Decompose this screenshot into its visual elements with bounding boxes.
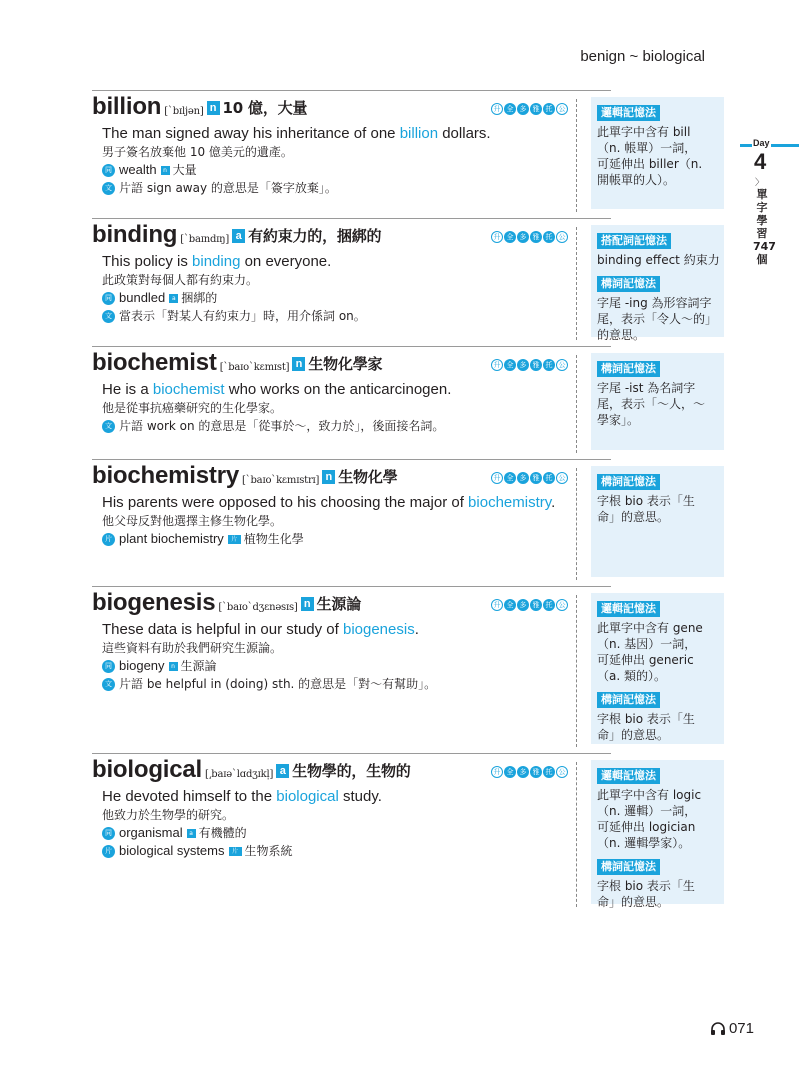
memory-tip-text [597, 493, 720, 525]
sentence-before: These data is helpful in our study of [102, 621, 343, 638]
exam-badge-icon: 多 [517, 231, 529, 243]
memory-tips-panel [591, 593, 724, 744]
sentence-translation: 這些資料有助於我們研究生源論。 [102, 641, 283, 655]
exam-badge-icon: 多 [517, 472, 529, 484]
part-of-speech-badge: n [292, 357, 305, 371]
exam-badge-icon: 全 [504, 359, 516, 371]
exam-badge-icon: 雅 [530, 103, 542, 115]
note-row [102, 530, 578, 548]
exam-badge-icon: 升 [491, 103, 503, 115]
phonetic: [ˋbɪljən] [164, 106, 204, 117]
exam-badges [491, 472, 568, 484]
note-type-icon: 片 [102, 845, 115, 858]
entry-main [92, 91, 578, 197]
entry-block [92, 459, 695, 586]
exam-badge-icon: 升 [491, 359, 503, 371]
sentence-translation: 此政策對每個人都有約束力。 [102, 273, 259, 287]
exam-badge-icon: 全 [504, 472, 516, 484]
note-type-icon: 文 [102, 182, 115, 195]
note-english: plant biochemistry [119, 531, 224, 546]
memory-tip-label: 搭配詞記憶法 [597, 233, 671, 249]
memory-tip-label: 構詞記憶法 [597, 276, 660, 292]
entry-block [92, 346, 706, 459]
dashed-divider [576, 355, 577, 453]
exam-badge-icon: 公 [556, 231, 568, 243]
entry-headline [92, 91, 578, 125]
memory-tip-label: 邏輯記憶法 [597, 105, 660, 121]
memory-tip-text [597, 295, 720, 343]
headword-text: biological [92, 756, 203, 783]
part-of-speech-badge: a [276, 764, 289, 778]
day-label: Day [753, 138, 770, 148]
exam-badges [491, 766, 568, 778]
memory-tip-text [597, 878, 720, 910]
note-row [102, 657, 578, 675]
memory-tip-line: （n. 邏輯學家）。 [597, 836, 691, 850]
entry-headline [92, 219, 578, 253]
headword-text: biochemist [92, 349, 217, 376]
note-type-icon: 文 [102, 678, 115, 691]
memory-tip-line: 開帳單的人）。 [597, 173, 676, 187]
memory-tips-panel [591, 760, 724, 909]
sentence-highlight: biological [276, 788, 339, 805]
memory-tip-text [597, 620, 720, 684]
exam-badge-icon: 公 [556, 103, 568, 115]
headword-text: binding [92, 221, 178, 248]
sentence-highlight: biochemist [152, 381, 225, 398]
headword [92, 221, 381, 249]
exam-badge-icon: 托 [543, 231, 555, 243]
sentence-highlight: billion [399, 125, 439, 142]
exam-badge-icon: 升 [491, 766, 503, 778]
exam-badge-icon: 公 [556, 472, 568, 484]
exam-badge-icon: 公 [556, 359, 568, 371]
exam-badge-icon: 托 [543, 359, 555, 371]
memory-tip-label: 構詞記憶法 [597, 859, 660, 875]
headword-text: biochemistry [92, 462, 239, 489]
sentence-after: study. [338, 788, 382, 805]
note-pos-icon: n [169, 662, 178, 671]
headword-text: billion [92, 93, 162, 120]
exam-badge-icon: 全 [504, 231, 516, 243]
headword [92, 589, 361, 617]
memory-tip-label: 構詞記憶法 [597, 361, 660, 377]
memory-tips-panel [591, 353, 724, 450]
memory-tips-panel [591, 466, 724, 577]
gloss: 生物化學家 [308, 355, 383, 373]
headword [92, 349, 382, 377]
memory-tip-line: 命」的意思。 [597, 510, 670, 524]
note-row [102, 417, 578, 435]
gloss: 生物學的，生物的 [292, 762, 411, 780]
memory-tip-line: 此單字中含有 gene [597, 621, 703, 635]
sentence-translation: 他致力於生物學的研究。 [102, 808, 235, 822]
phonetic: [ˋbaɪoˋdʒɛnəsɪs] [218, 602, 298, 613]
example-sentence [102, 788, 578, 806]
memory-tip-line: （n. 基因）一詞， [597, 637, 697, 651]
exam-badge-icon: 全 [504, 103, 516, 115]
memory-tips-panel [591, 97, 724, 209]
memory-tip-line: 字根 bio 表示「生 [597, 712, 695, 726]
note-type-icon: 同 [102, 827, 115, 840]
note-chinese: 片語 work on 的意思是「從事於～，致力於」，後面接名詞。 [119, 419, 445, 433]
note-row [102, 675, 578, 693]
note-english: organismal [119, 825, 183, 840]
note-english: biogeny [119, 658, 165, 673]
note-pos-icon: n [161, 166, 170, 175]
page-footer [710, 1020, 754, 1037]
sentence-after: . [551, 494, 556, 511]
day-vertical-text: 單字學習747個 [753, 188, 776, 266]
exam-badge-icon: 多 [517, 599, 529, 611]
memory-tip-label: 構詞記憶法 [597, 692, 660, 708]
note-row [102, 824, 578, 842]
gloss: 10 億，大量 [222, 99, 308, 117]
note-row [102, 307, 578, 325]
exam-badge-icon: 雅 [530, 766, 542, 778]
memory-tip-line: binding effect 約束力 [597, 253, 720, 267]
exam-badge-icon: 公 [556, 766, 568, 778]
sentence-highlight: biogenesis [342, 621, 415, 638]
memory-tip-label: 邏輯記憶法 [597, 768, 660, 784]
exam-badge-icon: 托 [543, 766, 555, 778]
entry-headline [92, 587, 578, 621]
note-type-icon: 同 [102, 292, 115, 305]
phonetic: [͵baɪəˋlɑdʒɪkl̩] [205, 769, 274, 780]
memory-tip-line: （n. 邏輯）一詞， [597, 804, 697, 818]
exam-badge-icon: 全 [504, 599, 516, 611]
exam-badge-icon: 托 [543, 599, 555, 611]
sentence-after: on everyone. [240, 253, 332, 270]
memory-tip-line: 可延伸出 biller（n. [597, 157, 703, 171]
page-number: 071 [728, 1020, 754, 1037]
note-chinese: 捆綁的 [181, 291, 218, 305]
entry-block [92, 753, 702, 913]
memory-tip-line: 命」的意思。 [597, 895, 670, 909]
entry-headline [92, 347, 578, 381]
note-english: wealth [119, 162, 157, 177]
memory-tip-label: 構詞記憶法 [597, 474, 660, 490]
day-number: 4 [754, 149, 767, 174]
dashed-divider [576, 595, 577, 747]
entry-headline [92, 460, 578, 494]
note-english: bundled [119, 290, 166, 305]
dashed-divider [576, 762, 577, 907]
note-type-icon: 文 [102, 420, 115, 433]
note-type-icon: 片 [102, 533, 115, 546]
example-sentence [102, 381, 578, 399]
gloss: 有約束力的，捆綁的 [248, 227, 382, 245]
exam-badge-icon: 雅 [530, 231, 542, 243]
note-row [102, 179, 578, 197]
sentence-highlight: biochemistry [468, 494, 552, 511]
example-sentence [102, 494, 578, 512]
memory-tip-line: 字根 bio 表示「生 [597, 494, 695, 508]
entry-headline [92, 754, 578, 788]
chevron-down-icon: 〉 [755, 178, 765, 188]
headword [92, 93, 307, 121]
note-pos-icon: a [187, 829, 196, 838]
phonetic: [ˋbaɪndɪŋ] [180, 234, 230, 245]
note-type-icon: 同 [102, 660, 115, 673]
note-pos-icon: 片 [228, 535, 241, 544]
entry-main [92, 460, 578, 548]
entry-block [92, 218, 720, 346]
memory-tip-label: 邏輯記憶法 [597, 601, 660, 617]
memory-tips-panel [591, 225, 724, 342]
exam-badge-icon: 托 [543, 103, 555, 115]
page-header-range: benign ~ biological [580, 48, 705, 65]
exam-badges [491, 103, 568, 115]
dashed-divider [576, 468, 577, 580]
memory-tip-line: 尾，表示「令人～的」 [597, 312, 718, 326]
memory-tip-text [597, 787, 720, 851]
exam-badge-icon: 多 [517, 103, 529, 115]
exam-badge-icon: 升 [491, 599, 503, 611]
exam-badge-icon: 公 [556, 599, 568, 611]
entry-main [92, 347, 578, 435]
note-chinese: 片語 be helpful in (doing) sth. 的意思是「對～有幫助」。 [119, 677, 437, 691]
memory-tip-text [597, 711, 720, 743]
sentence-before: He devoted himself to the [102, 788, 277, 805]
gloss: 生物化學 [338, 468, 398, 486]
sentence-before: His parents were opposed to his choosing the major of [102, 494, 469, 511]
note-pos-icon: 片 [229, 847, 242, 856]
entry-block [92, 90, 703, 218]
entry-main [92, 754, 578, 860]
memory-tip-line: 字根 bio 表示「生 [597, 879, 695, 893]
sentence-translation: 男子簽名放棄他 10 億美元的遺產。 [102, 145, 293, 159]
example-sentence [102, 125, 578, 143]
dashed-divider [576, 99, 577, 212]
memory-tip-line: 尾，表示「～人，～ [597, 397, 706, 411]
memory-tip-line: 可延伸出 generic [597, 653, 694, 667]
part-of-speech-badge: n [207, 101, 220, 115]
memory-tip-text [597, 252, 720, 268]
note-english: biological systems [119, 843, 225, 858]
exam-badges [491, 599, 568, 611]
memory-tip-line: （a. 類的）。 [597, 669, 666, 683]
memory-tip-line: 可延伸出 logician [597, 820, 696, 834]
exam-badges [491, 231, 568, 243]
sentence-after: dollars. [438, 125, 491, 142]
sentence-after: who works on the anticarcinogen. [224, 381, 452, 398]
note-chinese: 生物系統 [244, 844, 293, 858]
note-row [102, 161, 578, 179]
part-of-speech-badge: n [322, 470, 335, 484]
headword [92, 756, 411, 784]
example-sentence [102, 621, 578, 639]
headword [92, 462, 397, 490]
headphones-icon [710, 1021, 726, 1036]
note-chinese: 生源論 [180, 659, 217, 673]
phonetic: [ˋbaɪoˋkɛmɪst] [219, 362, 290, 373]
exam-badge-icon: 升 [491, 231, 503, 243]
note-chinese: 有機體的 [198, 826, 247, 840]
memory-tip-line: 學家」。 [597, 413, 640, 427]
note-type-icon: 同 [102, 164, 115, 177]
exam-badge-icon: 全 [504, 766, 516, 778]
note-chinese: 大量 [172, 163, 197, 177]
sentence-before: This policy is [102, 253, 193, 270]
phonetic: [ˋbaɪoˋkɛmɪstrɪ] [241, 475, 320, 486]
sentence-before: He is a [102, 381, 153, 398]
note-row [102, 842, 578, 860]
headword-text: biogenesis [92, 589, 216, 616]
note-type-icon: 文 [102, 310, 115, 323]
note-row [102, 289, 578, 307]
note-chinese: 當表示「對某人有約束力」時，用介係詞 on。 [119, 309, 366, 323]
exam-badge-icon: 雅 [530, 359, 542, 371]
dashed-divider [576, 227, 577, 340]
example-sentence [102, 253, 578, 271]
note-pos-icon: a [169, 294, 178, 303]
sentence-before: The man signed away his inheritance of one [102, 125, 400, 142]
exam-badge-icon: 雅 [530, 599, 542, 611]
memory-tip-line: 字尾 -ing 為形容詞字 [597, 296, 712, 310]
entry-main [92, 219, 578, 325]
part-of-speech-badge: n [301, 597, 314, 611]
memory-tip-text [597, 124, 720, 188]
memory-tip-line: 的意思。 [597, 328, 646, 342]
memory-tip-line: 命」的意思。 [597, 728, 670, 742]
exam-badge-icon: 多 [517, 766, 529, 778]
sentence-after: . [414, 621, 419, 638]
part-of-speech-badge: a [232, 229, 245, 243]
sentence-translation: 他是從事抗癌藥研究的生化學家。 [102, 401, 283, 415]
entry-main [92, 587, 578, 693]
exam-badge-icon: 托 [543, 472, 555, 484]
entry-block [92, 586, 703, 753]
exam-badges [491, 359, 568, 371]
gloss: 生源論 [316, 595, 362, 613]
exam-badge-icon: 雅 [530, 472, 542, 484]
memory-tip-line: 此單字中含有 bill [597, 125, 691, 139]
exam-badge-icon: 升 [491, 472, 503, 484]
memory-tip-line: 此單字中含有 logic [597, 788, 702, 802]
note-chinese: 植物生化學 [243, 532, 304, 546]
sentence-highlight: binding [192, 253, 241, 270]
memory-tip-line: （n. 帳單）一詞， [597, 141, 697, 155]
memory-tip-line: 字尾 -ist 為名詞字 [597, 381, 696, 395]
sentence-translation: 他父母反對他選擇主修生物化學。 [102, 514, 283, 528]
exam-badge-icon: 多 [517, 359, 529, 371]
memory-tip-text [597, 380, 720, 428]
note-chinese: 片語 sign away 的意思是「簽字放棄」。 [119, 181, 337, 195]
